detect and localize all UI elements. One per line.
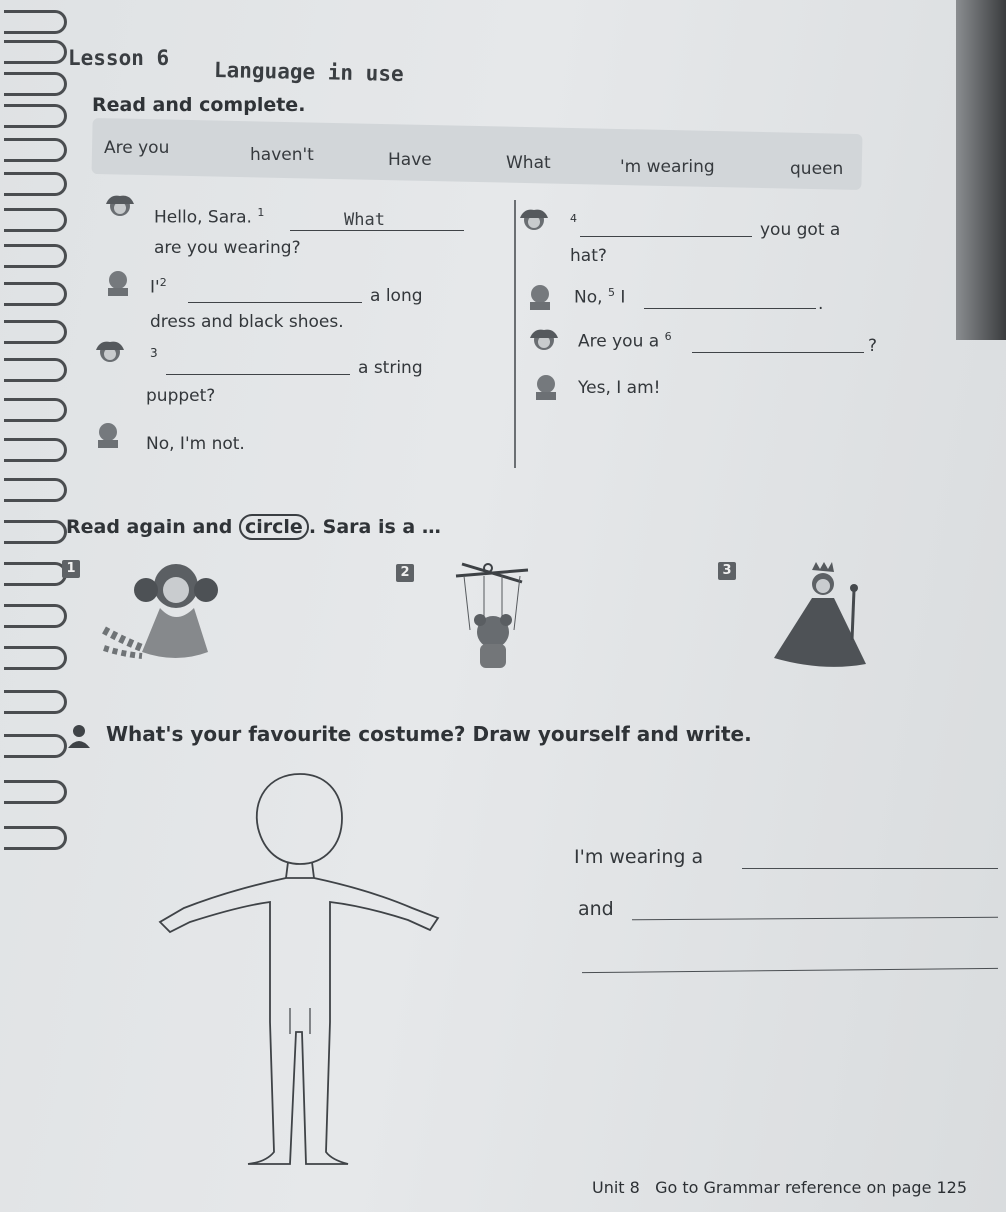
- left-line3a: a string: [358, 358, 423, 378]
- word-bank: [91, 118, 862, 190]
- right-line1a: you got a: [760, 220, 841, 240]
- spiral-binding: [0, 0, 70, 1212]
- friend-avatar-icon: [522, 282, 558, 312]
- left-line2a: I': [150, 277, 160, 298]
- word-bank-item: Are you: [104, 138, 170, 158]
- gap-6-line[interactable]: [692, 352, 864, 353]
- friend-avatar-icon: [100, 268, 136, 298]
- gap-number: 2: [159, 276, 167, 289]
- option-number-3: 3: [718, 562, 736, 580]
- right-line3a: Are you a: [578, 331, 660, 352]
- gap-number: 3: [150, 346, 158, 360]
- left-line1b: are you wearing?: [154, 238, 301, 258]
- left-line4: No, I'm not.: [146, 434, 245, 454]
- body-outline-drawing[interactable]: [150, 772, 450, 1172]
- footer-reference: Go to Grammar reference on page 125: [655, 1178, 968, 1197]
- right-line4: Yes, I am!: [578, 378, 661, 398]
- word-bank-item: Have: [388, 150, 432, 170]
- sara-avatar-icon: [102, 192, 138, 222]
- mermaid-picture[interactable]: [98, 556, 238, 668]
- left-line1a: Hello, Sara.: [154, 207, 252, 228]
- gap-number: 4: [570, 212, 577, 225]
- right-line2a: No,: [574, 287, 603, 308]
- right-line2c: .: [818, 294, 824, 314]
- right-line3b: ?: [868, 336, 878, 356]
- gap-number: 5: [607, 286, 615, 299]
- book-edge-shadow: [956, 0, 1006, 340]
- gap-1-line[interactable]: [290, 230, 464, 231]
- write-line-1[interactable]: [742, 868, 998, 869]
- word-bank-item: What: [506, 153, 551, 173]
- option-number-2: 2: [396, 564, 414, 582]
- exercise1-instruction: Read and complete.: [92, 94, 306, 116]
- gap-4-line[interactable]: [580, 236, 752, 237]
- option-number-1: 1: [62, 560, 80, 578]
- right-line1b: hat?: [570, 246, 607, 266]
- write-line-2[interactable]: [632, 917, 998, 921]
- footer-unit: Unit 8: [592, 1178, 640, 1197]
- word-bank-item: queen: [790, 159, 844, 179]
- write-line-3[interactable]: [582, 968, 998, 973]
- dialogue-divider: [514, 200, 516, 468]
- circle-word: circle: [239, 514, 309, 540]
- right-line2b: I: [620, 287, 626, 308]
- write-line1-label: I'm wearing a: [574, 846, 704, 868]
- sara-avatar-icon: [526, 326, 562, 356]
- sara-avatar-icon: [92, 338, 128, 368]
- friend-avatar-icon: [90, 420, 126, 450]
- gap-number: 1: [257, 206, 265, 219]
- pencil-activity-icon: [66, 724, 92, 748]
- left-line2b: a long: [370, 286, 423, 306]
- lesson-title: Language in use: [213, 58, 404, 86]
- word-bank-item: 'm wearing: [620, 157, 715, 177]
- word-bank-item: haven't: [250, 145, 314, 165]
- left-line3b: puppet?: [146, 386, 216, 406]
- exercise2-instruction-b: . Sara is a …: [308, 516, 441, 538]
- exercise3-instruction: What's your favourite costume? Draw yourself and write.: [106, 722, 752, 746]
- left-line2c: dress and black shoes.: [150, 312, 344, 332]
- queen-picture[interactable]: [768, 560, 872, 670]
- gap-number: 6: [664, 330, 672, 343]
- answer-1: What: [344, 210, 385, 230]
- write-line2-label: and: [578, 898, 614, 920]
- gap-5-line[interactable]: [644, 308, 816, 309]
- puppet-picture[interactable]: [450, 560, 534, 672]
- exercise2-instruction-a: Read again and: [66, 516, 240, 538]
- sara-avatar-icon: [516, 206, 552, 236]
- lesson-number: Lesson 6: [68, 46, 170, 70]
- gap-2-line[interactable]: [188, 302, 362, 303]
- gap-3-line[interactable]: [166, 374, 350, 375]
- friend-avatar-icon: [528, 372, 564, 402]
